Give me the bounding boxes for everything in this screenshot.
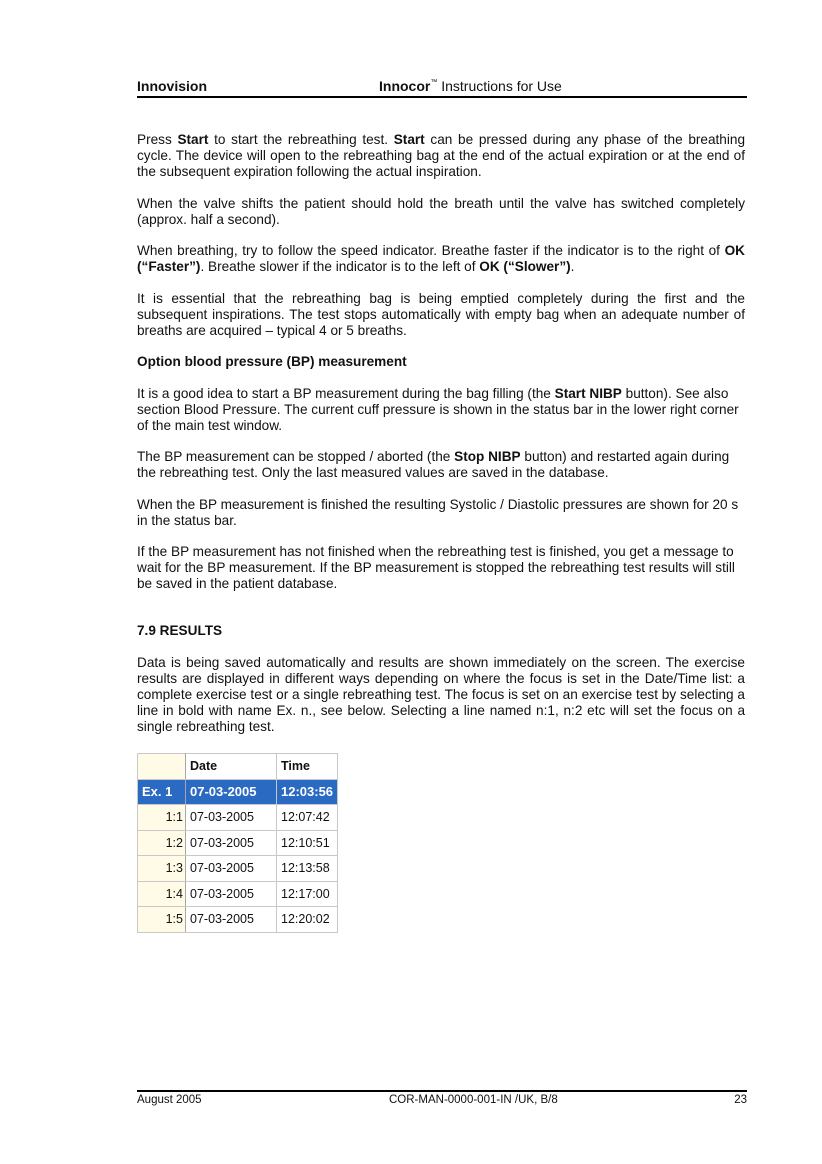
trademark-mark: ™ xyxy=(430,79,438,86)
date-cell: 07-03-2005 xyxy=(186,856,277,882)
table-row[interactable] xyxy=(138,830,338,856)
time-cell: 12:17:00 xyxy=(277,881,338,907)
time-cell: 12:10:51 xyxy=(277,830,338,856)
table-row[interactable] xyxy=(138,805,338,831)
corner-cell xyxy=(138,754,186,780)
paragraph-stop-nibp: The BP measurement can be stopped / aborted (the Stop NIBP button) and restarted again during the rebreathing test. Only the last measured values are saved in the database. xyxy=(137,449,730,480)
page-number: 23 xyxy=(734,1094,747,1106)
table-header-row xyxy=(138,754,338,780)
table-row-selected[interactable] xyxy=(138,779,338,805)
date-cell: 07-03-2005 xyxy=(186,881,277,907)
footer-doc-code: COR-MAN-0000-001-IN /UK, B/8 xyxy=(389,1094,558,1106)
row-label: 1:2 xyxy=(138,830,186,856)
paragraph-start: Press Start to start the rebreathing test. Start can be pressed during any phase of the breathing cycle. The device will open to the rebreathing bag at the end of the actual expiration or at the end of the subsequent expiration following the actual inspiration. xyxy=(137,132,746,179)
paragraph-speed-indicator: When breathing, try to follow the speed indicator. Breathe faster if the indicator is to the right of OK (“Faster”). Breathe slower if the indicator is to the left of OK (“Slower”). xyxy=(137,243,745,274)
date-cell: 07-03-2005 xyxy=(186,805,277,831)
header-company: Innovision xyxy=(137,78,207,94)
page-footer xyxy=(137,1090,747,1110)
header-product: Innocor xyxy=(379,78,431,94)
page-header xyxy=(137,78,747,98)
time-cell: 12:13:58 xyxy=(277,856,338,882)
heading-bp-measurement: Option blood pressure (BP) measurement xyxy=(137,354,407,369)
paragraph-bp-not-finished: If the BP measurement has not finished when the rebreathing test is finished, you get a message to wait for the BP measurement. If the BP measurement is stopped the rebreathing test results will still be saved in the patient database. xyxy=(137,544,735,591)
time-cell: 12:20:02 xyxy=(277,907,338,933)
date-time-list xyxy=(137,753,338,933)
table-row[interactable] xyxy=(138,856,338,882)
paragraph-valve: When the valve shifts the patient should hold the breath until the valve has switched completely (approx. half a second). xyxy=(137,195,745,227)
table-row[interactable] xyxy=(138,881,338,907)
paragraph-start-nibp: It is a good idea to start a BP measurement during the bag filling (the Start NIBP button). See also section Blood Pressure. The current cuff pressure is shown in the status bar in the lower right corner of the main test window. xyxy=(137,385,739,433)
date-cell: 07-03-2005 xyxy=(186,779,277,805)
column-header-date[interactable]: Date xyxy=(186,754,277,780)
row-label: 1:1 xyxy=(138,805,186,831)
date-cell: 07-03-2005 xyxy=(186,907,277,933)
document-body xyxy=(137,132,745,750)
row-label: 1:4 xyxy=(138,881,186,907)
footer-date: August 2005 xyxy=(137,1094,202,1106)
header-title xyxy=(379,78,562,94)
paragraph-rebreathing-bag: It is essential that the rebreathing bag is being emptied completely during the first and the subsequent inspirations. The test stops automatically with empty bag when an adequate number of breaths are acquired – typical 4 or 5 breaths. xyxy=(137,290,745,338)
table-row[interactable] xyxy=(138,907,338,933)
paragraph-results: Data is being saved automatically and results are shown immediately on the screen. The exercise results are displayed in different ways depending on where the focus is set in the Date/Time list: a complete exercise test or a single rebreathing test. The focus is set on an exercise test by selecting a line in bold with name Ex. n., see below. Selecting a line named n:1, n:2 etc will set the focus on a single rebreathing test. xyxy=(137,654,745,734)
paragraph-bp-finished: When the BP measurement is finished the resulting Systolic / Diastolic pressures are shown for 20 s in the status bar. xyxy=(137,496,739,528)
time-cell: 12:03:56 xyxy=(277,779,338,805)
date-cell: 07-03-2005 xyxy=(186,830,277,856)
row-label: Ex. 1 xyxy=(138,779,186,805)
row-label: 1:5 xyxy=(138,907,186,933)
header-doc-title: Instructions for Use xyxy=(437,78,562,94)
row-label: 1:3 xyxy=(138,856,186,882)
column-header-time[interactable]: Time xyxy=(277,754,338,780)
time-cell: 12:07:42 xyxy=(277,805,338,831)
heading-results: 7.9 RESULTS xyxy=(137,623,223,638)
